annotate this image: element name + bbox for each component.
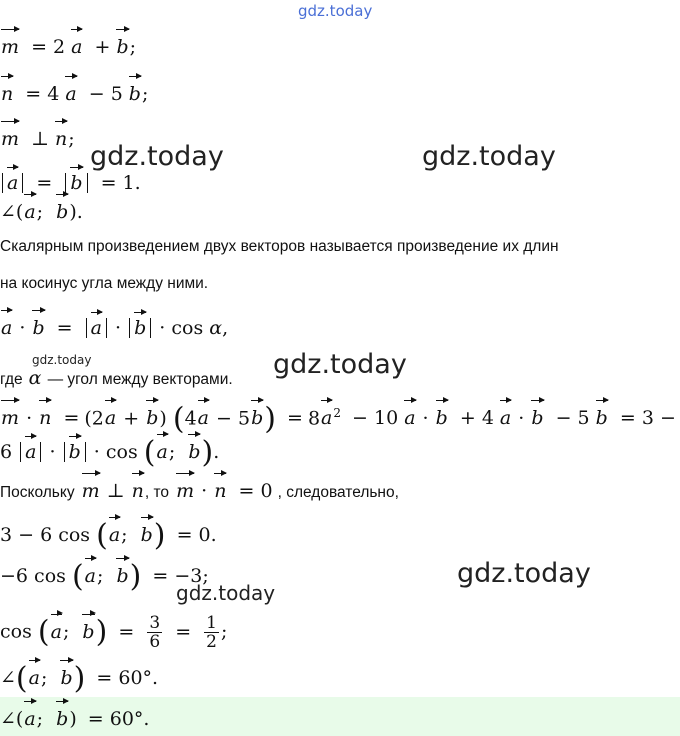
equation-3: cos (a; b) = $\frac{3}{6}$ = $\frac{1}{2}$ ; bbox=[0, 613, 228, 652]
watermark-top: gdz.today bbox=[298, 2, 373, 20]
final-answer: ∠(a; b) = 60°. bbox=[0, 708, 150, 730]
dot-product-formula: a · b = a · b · cos α, bbox=[1, 317, 229, 339]
expansion-line-2: 6 a · b · cos (a; b). bbox=[0, 435, 220, 470]
equation-2: −6 cos (a; b) = −3; bbox=[0, 559, 209, 594]
given-angle: ∠(a; b). bbox=[0, 201, 83, 223]
watermark: gdz.today bbox=[90, 141, 224, 172]
equation-4: ∠(a; b) = 60°. bbox=[0, 661, 159, 696]
given-n: n = 4 a − 5 b; bbox=[1, 83, 149, 105]
alpha-definition: где α — угол между векторами. bbox=[0, 367, 233, 389]
given-norms: a = b = 1. bbox=[0, 171, 146, 195]
expansion-line-1: m · n = (2a + b) $(4a - 5b) = 8a^2 - 10$ a · b + 4 a · b − 5 b = 3 − bbox=[1, 401, 676, 437]
given-m: m = 2 a + b; bbox=[1, 36, 137, 58]
given-perp: m ⊥ n; bbox=[1, 128, 75, 150]
equation-1: 3 − 6 cos (a; b) = 0. bbox=[0, 518, 217, 553]
definition-line-1: Скалярным произведением двух векторов называется произведение их длин bbox=[0, 238, 559, 255]
watermark: gdz.today bbox=[273, 349, 407, 380]
since-line: Поскольку m ⊥ n, то m · n = 0 , следовательно, bbox=[0, 480, 399, 502]
watermark: gdz.today bbox=[422, 141, 556, 172]
watermark: gdz.today bbox=[457, 558, 591, 589]
definition-line-2: на косинус угла между ними. bbox=[0, 275, 209, 292]
watermark: gdz.today bbox=[176, 581, 276, 605]
watermark: gdz.today bbox=[32, 353, 92, 367]
